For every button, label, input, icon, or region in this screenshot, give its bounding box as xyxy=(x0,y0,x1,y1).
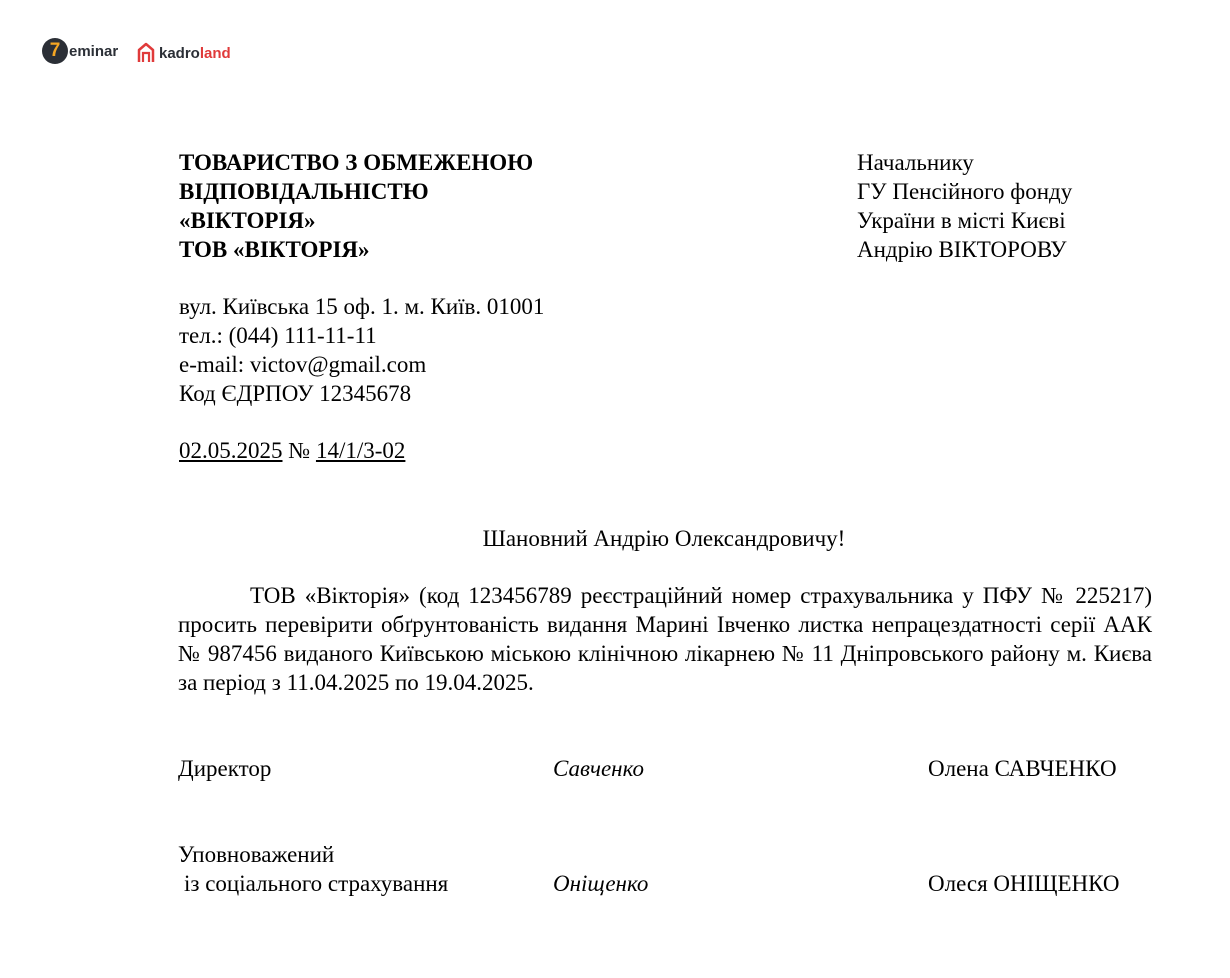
seminar-logo-text: eminar xyxy=(69,42,119,60)
company-email: e-mail: victov@gmail.com xyxy=(179,352,427,377)
company-name-line1: ТОВАРИСТВО З ОБМЕЖЕНОЮ xyxy=(179,150,534,175)
director-title: Директор xyxy=(178,756,272,781)
company-address: вул. Київська 15 оф. 1. м. Київ. 01001 xyxy=(179,294,545,319)
body-paragraph: ТОВ «Вікторія» (код 123456789 реєстраційний номер страхувальника у ПФУ № 225217) просить перевірити обґрунтованість видання Марині Івченко листка непрацездатності серії ААК № 987456 виданого Київською міською клінічною лікарнею № 11 Дніпровського району м. Києва за період з 11.04.2025 по 19.04.2025. xyxy=(178,583,1152,695)
company-edrpou: Код ЄДРПОУ 12345678 xyxy=(179,381,412,406)
recipient-line3: України в місті Києві xyxy=(857,208,1066,233)
seminar-logo xyxy=(42,38,118,64)
recipient-line2: ГУ Пенсійного фонду xyxy=(857,179,1073,204)
kadroland-logo-text xyxy=(159,45,231,62)
company-phone: тел.: (044) 111-11-11 xyxy=(179,323,377,348)
authorized-title-line1: Уповноважений xyxy=(178,842,335,867)
authorized-title-line2: із соціального страхування xyxy=(184,871,449,896)
company-short-name: ТОВ «ВІКТОРІЯ» xyxy=(179,237,370,262)
company-name-line2: ВІДПОВІДАЛЬНІСТЮ xyxy=(179,179,429,204)
kadroland-logo xyxy=(136,42,231,64)
recipient-line4: Андрію ВІКТОРОВУ xyxy=(857,237,1067,262)
letter-date: 02.05.2025 xyxy=(179,438,283,463)
letter-number: 14/1/3-02 xyxy=(315,438,406,463)
director-name: Олена САВЧЕНКО xyxy=(928,756,1117,781)
greeting: Шановний Андрію Олександровичу! xyxy=(482,526,846,551)
authorized-signature: Оніщенко xyxy=(553,871,649,896)
director-signature: Савченко xyxy=(553,756,644,781)
seminar-logo-badge: 7 xyxy=(42,38,68,64)
company-name-line3: «ВІКТОРІЯ» xyxy=(179,208,316,233)
letter-number-sign: № xyxy=(288,438,311,463)
authorized-name: Олеся ОНІЩЕНКО xyxy=(928,871,1120,896)
kadroland-house-icon xyxy=(136,42,156,64)
kadroland-text-red: land xyxy=(199,44,231,62)
recipient-line1: Начальнику xyxy=(857,150,974,175)
kadroland-text-dark: kadro xyxy=(159,44,200,62)
letter-reference xyxy=(179,436,405,465)
